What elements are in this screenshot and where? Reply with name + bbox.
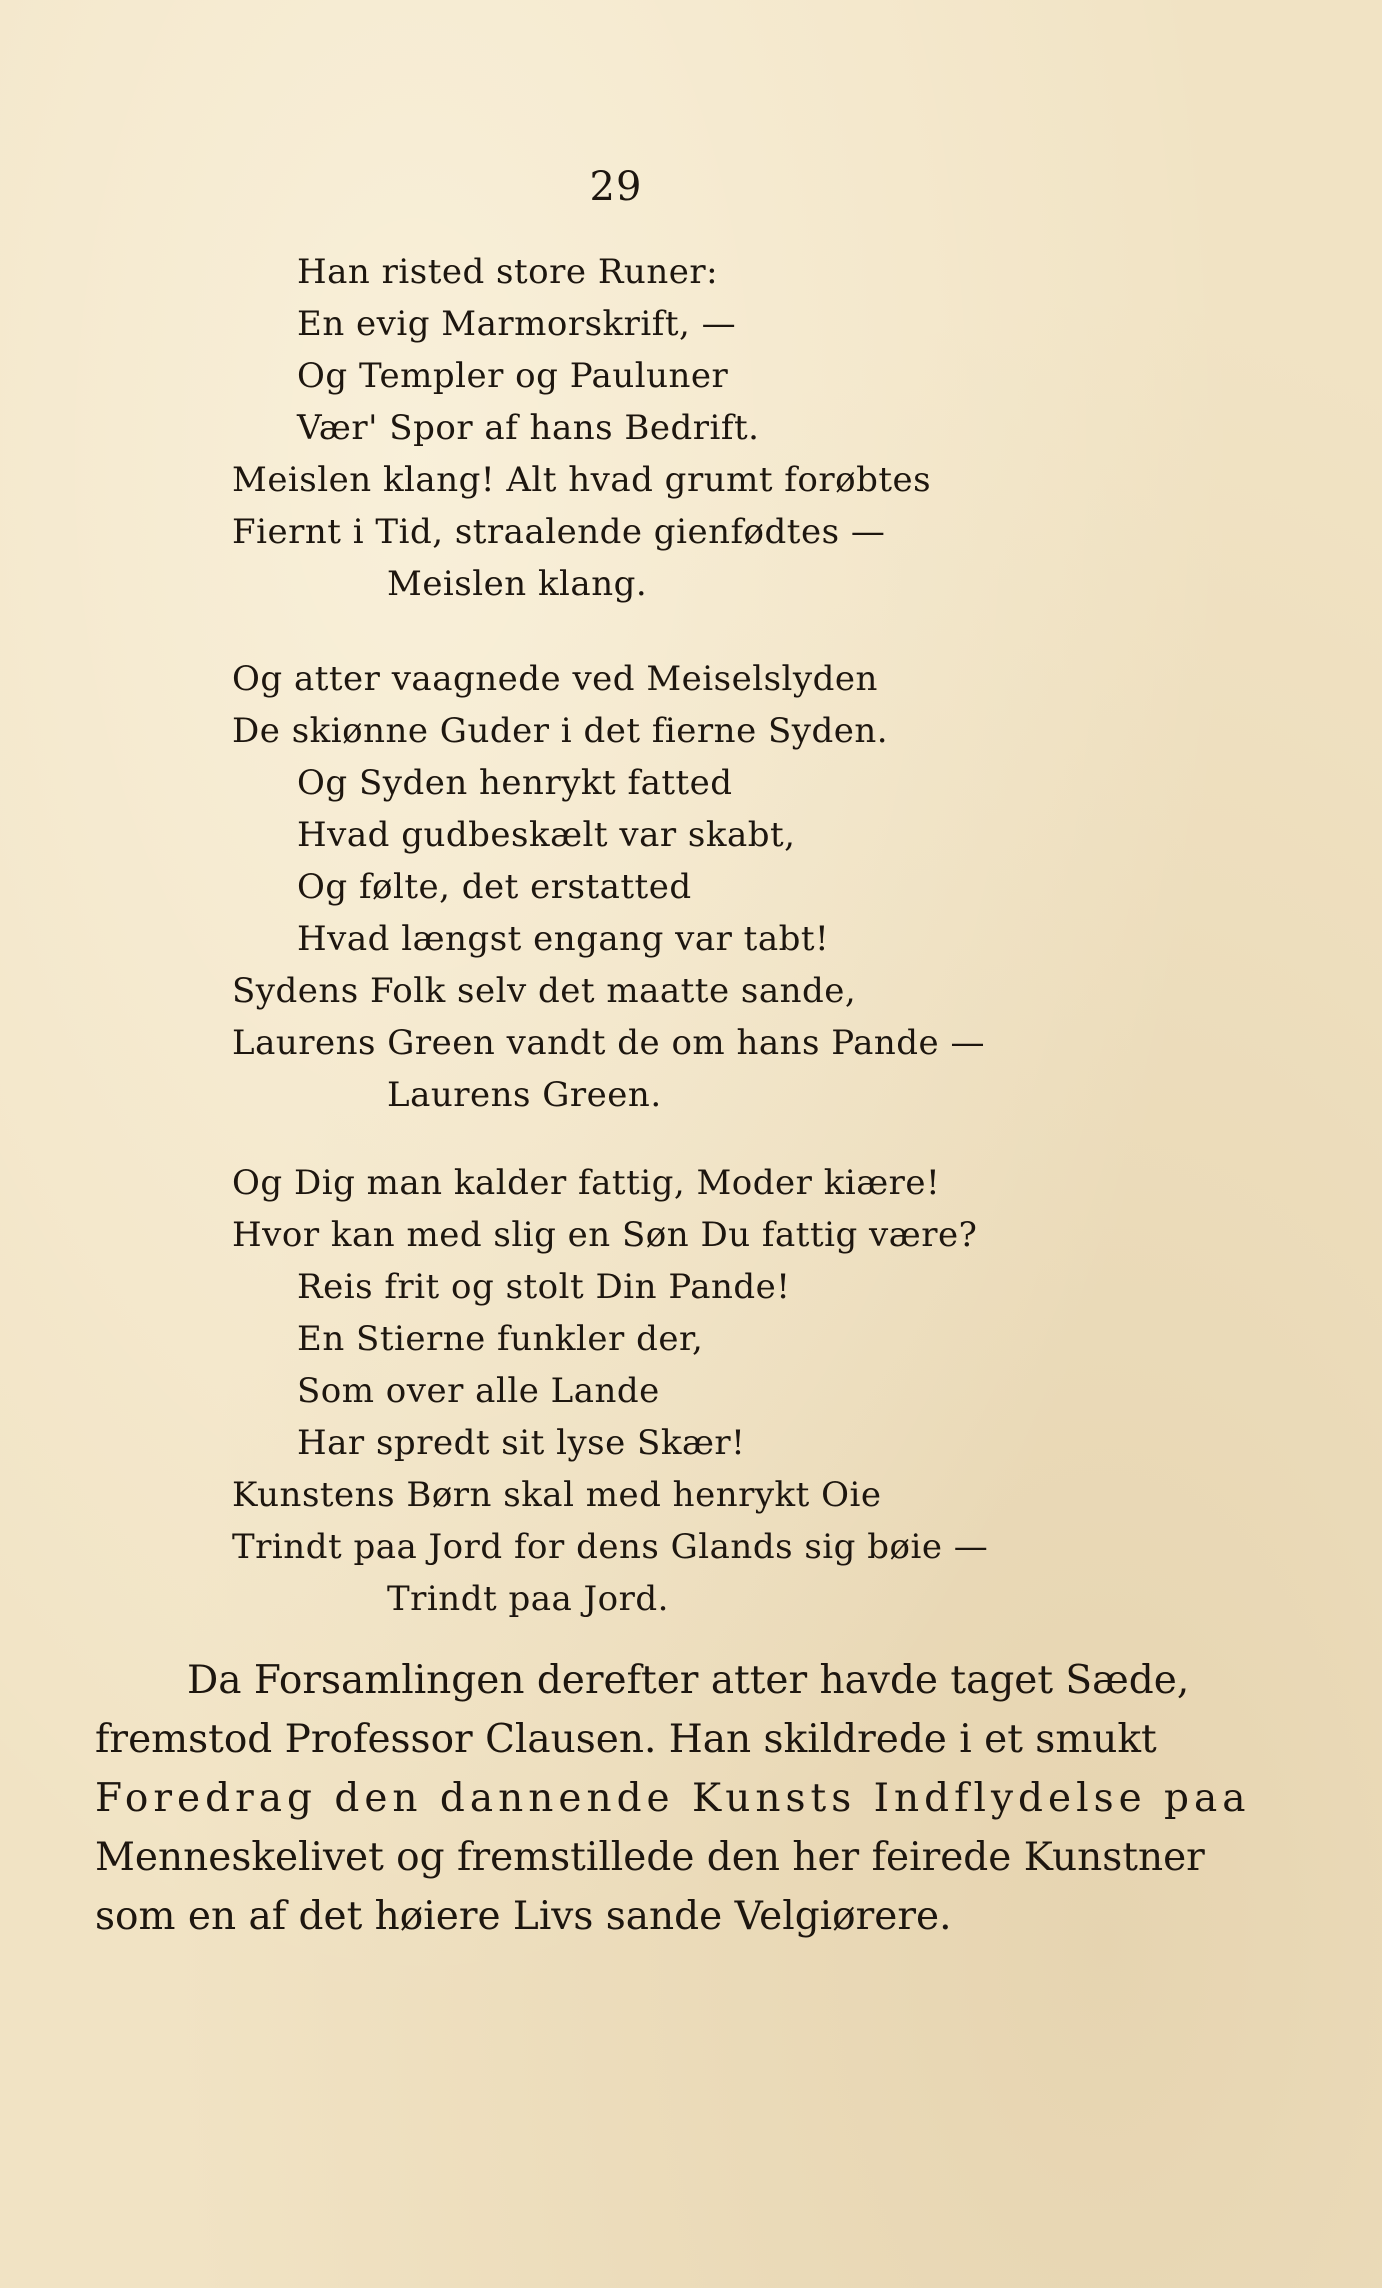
verse-line: Kunstens Børn skal med henrykt Oie	[232, 1475, 882, 1515]
prose-line: Foredrag den dannende Kunsts Indflydelse paa	[95, 1776, 1251, 1821]
prose-line: Menneskelivet og fremstillede den her feirede Kunstner	[95, 1835, 1205, 1880]
verse-line: Og følte, det erstatted	[297, 867, 692, 907]
verse-line: Reis frit og stolt Din Pande!	[297, 1267, 791, 1307]
verse-line: Som over alle Lande	[297, 1371, 660, 1411]
verse-line: Hvad længst engang var tabt!	[297, 919, 830, 959]
verse-line: Laurens Green.	[387, 1075, 662, 1115]
prose-line: som en af det høiere Livs sande Velgiørere.	[95, 1894, 952, 1939]
verse-line: De skiønne Guder i det fierne Syden.	[232, 711, 889, 751]
verse-line: Meislen klang! Alt hvad grumt forøbtes	[232, 460, 932, 500]
verse-line: Hvor kan med slig en Søn Du fattig være?	[232, 1215, 978, 1255]
verse-line: Vær' Spor af hans Bedrift.	[297, 408, 760, 448]
verse-line: Og atter vaagnede ved Meiselslyden	[232, 659, 878, 699]
verse-line: Trindt paa Jord for dens Glands sig bøie —	[232, 1527, 989, 1567]
verse-line: Har spredt sit lyse Skær!	[297, 1423, 746, 1463]
verse-line: Sydens Folk selv det maatte sande,	[232, 971, 857, 1011]
prose-line: fremstod Professor Clausen. Han skildrede i et smukt	[95, 1717, 1157, 1762]
verse-line: Trindt paa Jord.	[387, 1579, 669, 1619]
verse-line: Fiernt i Tid, straalende gienfødtes —	[232, 512, 886, 552]
verse-line: Han risted store Runer:	[297, 252, 719, 292]
verse-line: En Stierne funkler der,	[297, 1319, 704, 1359]
page-number: 29	[589, 164, 643, 210]
verse-line: Og Dig man kalder fattig, Moder kiære!	[232, 1163, 941, 1203]
prose-line: Da Forsamlingen derefter atter havde taget Sæde,	[187, 1658, 1190, 1703]
verse-line: Og Syden henrykt fatted	[297, 763, 733, 803]
verse-line: Hvad gudbeskælt var skabt,	[297, 815, 796, 855]
verse-line: En evig Marmorskrift, —	[297, 304, 737, 344]
verse-line: Laurens Green vandt de om hans Pande —	[232, 1023, 985, 1063]
verse-line: Meislen klang.	[387, 564, 648, 604]
verse-line: Og Templer og Pauluner	[297, 356, 729, 396]
